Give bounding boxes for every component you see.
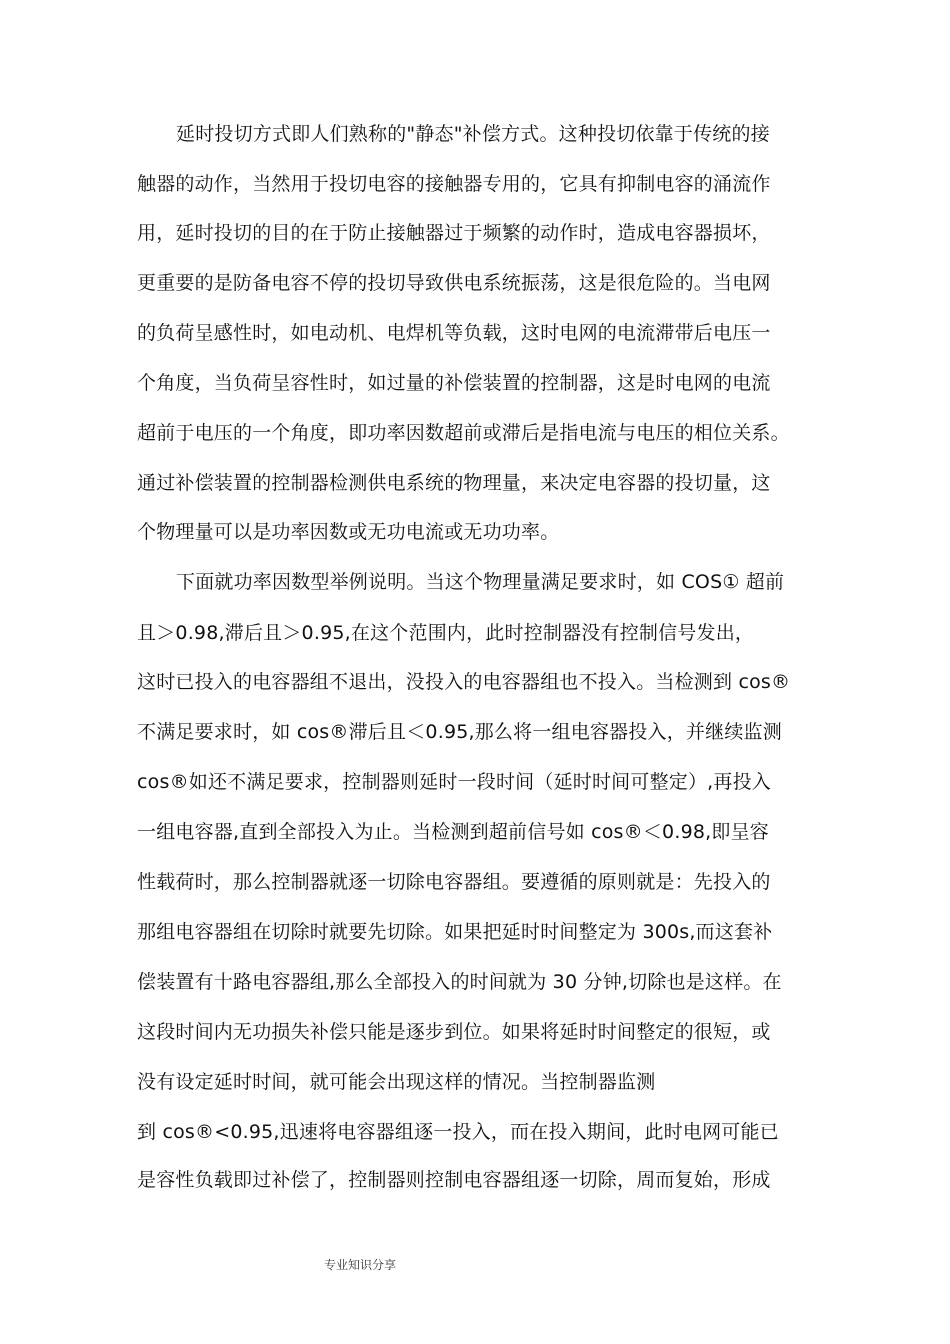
page-footer: 专业知识分享 [324,1258,397,1272]
paragraph-1-line-1: 延时投切方式即人们熟称的"静态"补偿方式。这种投切依靠于传统的接 [176,123,770,145]
paragraph-2-line-10: 这段时间内无功损失补偿只能是逐步到位。如果将延时时间整定的很短，或 [137,1021,771,1043]
paragraph-1-line-3: 用，延时投切的目的在于防止接触器过于频繁的动作时，造成电容器损坏， [137,222,771,244]
paragraph-2-line-9: 偿装置有十路电容器组,那么全部投入的时间就为 30 分钟,切除也是这样。在 [137,971,782,993]
paragraph-1-line-4: 更重要的是防备电容不停的投切导致供电系统振荡，这是很危险的。当电网 [137,272,771,294]
paragraph-2-line-5: cos®如还不满足要求，控制器则延时一段时间（延时时间可整定）,再投入 [137,771,772,793]
paragraph-1-line-9: 个物理量可以是功率因数或无功电流或无功功率。 [137,521,560,543]
paragraph-1-line-5: 的负荷呈感性时，如电动机、电焊机等负载，这时电网的电流滞带后电压一 [137,322,771,344]
paragraph-2-line-8: 那组电容器组在切除时就要先切除。如果把延时时间整定为 300s,而这套补 [137,921,773,943]
paragraph-2-line-12: 到 cos®<0.95,迅速将电容器组逐一投入，而在投入期间，此时电网可能已 [137,1121,779,1143]
paragraph-1-line-8: 通过补偿装置的控制器检测供电系统的物理量，来决定电容器的投切量，这 [137,472,771,494]
paragraph-2-line-11: 没有设定延时时间，就可能会出现这样的情况。当控制器监测 [137,1071,656,1093]
paragraph-2-line-3: 这时已投入的电容器组不退出，没投入的电容器组也不投入。当检测到 cos® [137,671,791,693]
paragraph-1-line-6: 个角度，当负荷呈容性时，如过量的补偿装置的控制器，这是时电网的电流 [137,372,771,394]
paragraph-2-line-7: 性载荷时，那么控制器就逐一切除电容器组。要遵循的原则就是：先投入的 [137,871,771,893]
paragraph-2-line-2: 且＞0.98,滞后且＞0.95,在这个范围内，此时控制器没有控制信号发出， [137,622,755,644]
paragraph-2-line-1: 下面就功率因数型举例说明。当这个物理量满足要求时，如 COS① 超前 [176,571,785,593]
paragraph-2-line-6: 一组电容器,直到全部投入为止。当检测到超前信号如 cos®＜0.98,即呈容 [137,821,769,843]
paragraph-1-line-7: 超前于电压的一个角度，即功率因数超前或滞后是指电流与电压的相位关系。 [137,422,790,444]
paragraph-1-line-2: 触器的动作，当然用于投切电容的接触器专用的，它具有抑制电容的涌流作 [137,173,771,195]
paragraph-2-line-4: 不满足要求时，如 cos®滞后且＜0.95,那么将一组电容器投入，并继续监测 [137,721,782,743]
paragraph-2-line-13: 是容性负载即过补偿了，控制器则控制电容器组逐一切除，周而复始，形成 [137,1169,771,1191]
